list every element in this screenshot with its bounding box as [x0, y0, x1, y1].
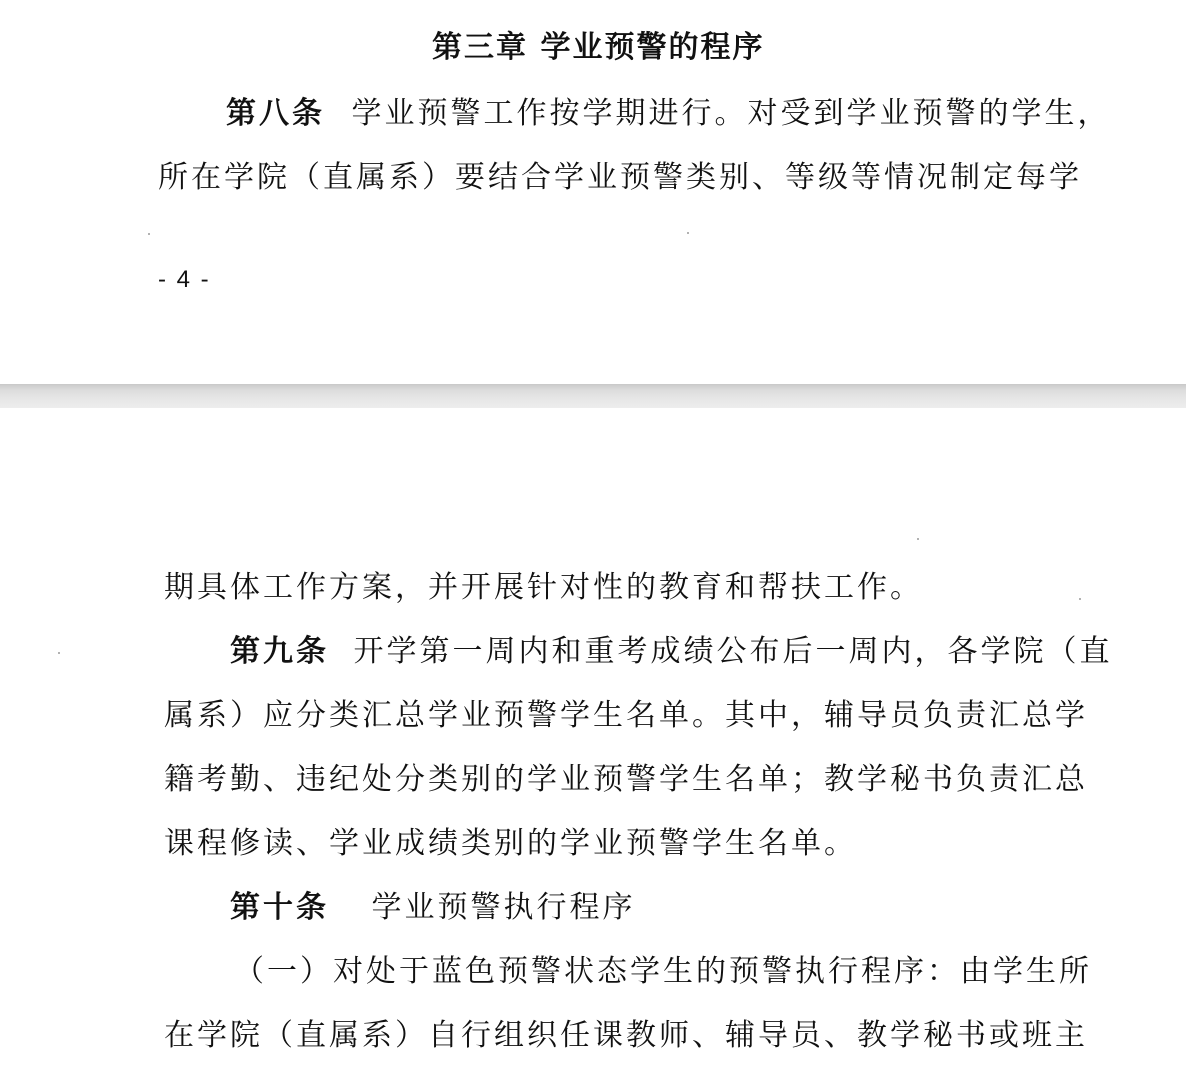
article-8-text-line-3: 期具体工作方案，并开展针对性的教育和帮扶工作。 [164, 570, 923, 605]
article-9-first-line [230, 634, 1113, 670]
article-8-text-line-1: 学业预警工作按学期进行。对受到学业预警的学生， [351, 96, 1111, 131]
article-10-line [230, 890, 636, 926]
scan-speck [1079, 598, 1081, 600]
item-1-text-line-1: （一）对处于蓝色预警状态学生的预警执行程序：由学生所 [234, 954, 1092, 989]
scan-speck [148, 233, 150, 235]
item-1-text-line-2: 在学院（直属系）自行组织任课教师、辅导员、教学秘书或班主 [164, 1018, 1088, 1053]
document-page-upper [0, 0, 1186, 384]
article-9-text-line-4: 课程修读、学业成绩类别的学业预警学生名单。 [164, 826, 857, 861]
article-8-heading: 第八条 [226, 96, 325, 131]
article-8-text-line-2: 所在学院（直属系）要结合学业预警类别、等级等情况制定每学 [158, 160, 1082, 195]
article-10-heading: 第十条 [230, 890, 329, 925]
chapter-title: 第三章 学业预警的程序 [432, 30, 765, 65]
article-9-text-line-3: 籍考勤、违纪处分类别的学业预警学生名单；教学秘书负责汇总 [164, 762, 1088, 797]
page-separator [0, 384, 1186, 408]
document-page-lower [0, 408, 1186, 1082]
article-9-text-line-1: 开学第一周内和重考成绩公布后一周内，各学院（直 [353, 634, 1113, 669]
scan-speck [917, 538, 919, 540]
article-9-heading: 第九条 [230, 634, 329, 669]
page-number: - 4 - [158, 266, 211, 293]
scan-speck [687, 232, 689, 234]
article-9-text-line-2: 属系）应分类汇总学业预警学生名单。其中，辅导员负责汇总学 [164, 698, 1088, 733]
article-8-first-line [226, 96, 1111, 132]
article-10-title: 学业预警执行程序 [371, 890, 636, 925]
scan-speck [58, 652, 60, 654]
